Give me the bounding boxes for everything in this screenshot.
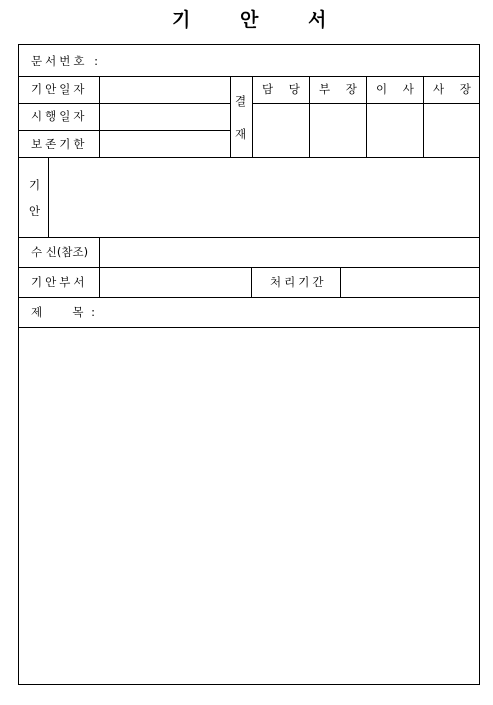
- row-divider: [19, 297, 479, 298]
- draft-date-label: 기안일자: [31, 82, 88, 96]
- title-char-2: 안: [240, 9, 259, 31]
- dept-label: 기안부서: [31, 275, 88, 289]
- row-divider: [19, 157, 479, 158]
- approver-staff-label: 담 당: [262, 82, 306, 96]
- row-divider: [19, 130, 231, 131]
- process-period-label: 처리기간: [270, 275, 327, 289]
- approver-president-label: 사 장: [433, 82, 477, 96]
- subject-label: 제 목 :: [31, 305, 98, 319]
- col-divider: [251, 267, 252, 297]
- col-divider: [423, 76, 424, 157]
- row-divider: [19, 267, 479, 268]
- col-divider: [99, 237, 100, 297]
- row-divider: [19, 327, 479, 328]
- retention-label: 보존기한: [31, 137, 88, 151]
- title-char-1: 기: [172, 9, 191, 31]
- col-divider: [48, 157, 49, 237]
- approver-director-label: 이 사: [376, 82, 420, 96]
- approver-manager-label: 부 장: [319, 82, 363, 96]
- col-divider: [99, 76, 100, 157]
- row-divider: [19, 103, 231, 104]
- col-divider: [309, 76, 310, 157]
- document-title: [0, 6, 493, 34]
- exec-date-label: 시행일자: [31, 109, 88, 123]
- draft-form: [18, 44, 480, 685]
- recipient-label: 수 신(참조): [31, 245, 89, 259]
- col-divider: [366, 76, 367, 157]
- draft-label-1: 기: [29, 178, 41, 192]
- col-divider: [230, 76, 231, 157]
- title-char-3: 서: [308, 9, 327, 31]
- row-divider: [19, 76, 479, 77]
- doc-number-label: 문서번호 :: [31, 54, 101, 68]
- draft-label-2: 안: [29, 204, 41, 218]
- row-divider: [19, 237, 479, 238]
- approval-label-1: 결: [235, 94, 247, 108]
- col-divider: [340, 267, 341, 297]
- col-divider: [252, 76, 253, 157]
- approval-label-2: 재: [235, 127, 247, 141]
